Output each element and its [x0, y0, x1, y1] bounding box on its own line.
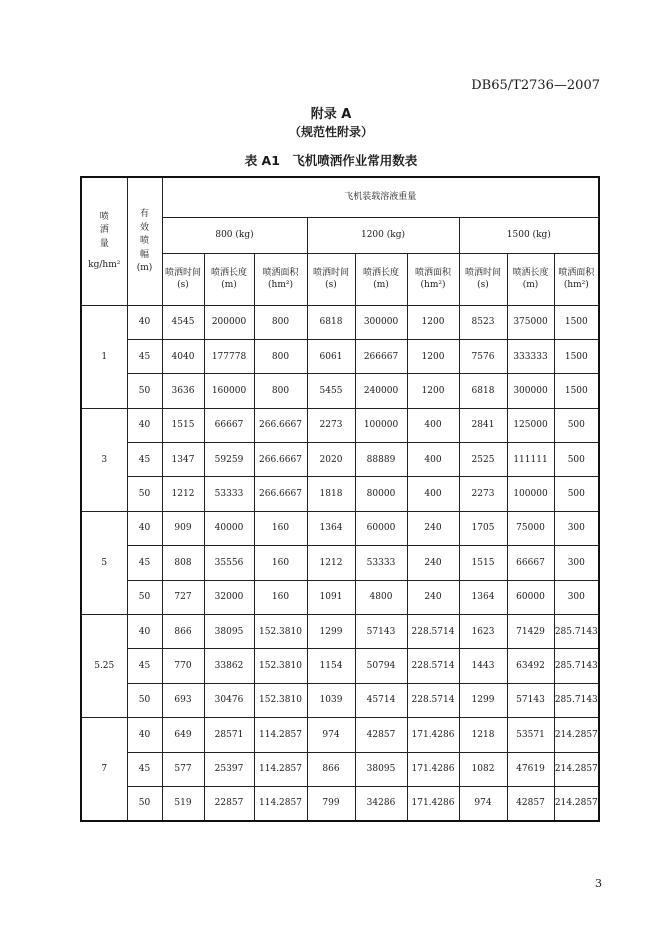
data-cell: 285.7143 [554, 683, 599, 717]
header-load-1500: 1500 (kg) [459, 217, 599, 253]
table-row [81, 649, 599, 683]
data-cell: 799 [307, 786, 355, 820]
data-cell: 1515 [162, 408, 204, 442]
data-cell: 160000 [204, 374, 254, 408]
header-length: 喷洒长度(m) [507, 253, 554, 305]
header-area: 喷洒面积(hm²) [554, 253, 599, 305]
data-cell: 800 [254, 339, 307, 373]
header-time: 喷洒时间(s) [162, 253, 204, 305]
data-cell: 171.4286 [407, 786, 459, 820]
data-cell: 727 [162, 580, 204, 614]
data-cell: 6061 [307, 339, 355, 373]
data-cell: 400 [407, 408, 459, 442]
data-cell: 100000 [507, 477, 554, 511]
data-cell: 808 [162, 546, 204, 580]
swath-width-cell: 50 [127, 374, 162, 408]
data-cell: 1039 [307, 683, 355, 717]
data-cell: 1091 [307, 580, 355, 614]
data-cell: 1500 [554, 374, 599, 408]
data-cell: 32000 [204, 580, 254, 614]
data-cell: 114.2857 [254, 786, 307, 820]
data-cell: 300 [554, 546, 599, 580]
table-row [81, 477, 599, 511]
header-load-group: 飞机装载溶液重量 [162, 177, 599, 217]
data-cell: 909 [162, 511, 204, 545]
data-cell: 866 [162, 615, 204, 649]
data-cell: 519 [162, 786, 204, 820]
data-cell: 66667 [204, 408, 254, 442]
swath-width-cell: 50 [127, 477, 162, 511]
table-row [81, 305, 599, 339]
swath-width-cell: 40 [127, 511, 162, 545]
swath-width-cell: 50 [127, 786, 162, 820]
data-cell: 177778 [204, 339, 254, 373]
data-cell: 45714 [355, 683, 407, 717]
data-cell: 1218 [459, 718, 507, 752]
data-cell: 28571 [204, 718, 254, 752]
data-cell: 300000 [507, 374, 554, 408]
header-swath-width [127, 177, 162, 305]
data-cell: 2273 [459, 477, 507, 511]
header-time: 喷洒时间(s) [459, 253, 507, 305]
data-cell: 22857 [204, 786, 254, 820]
data-cell: 1443 [459, 649, 507, 683]
data-cell: 50794 [355, 649, 407, 683]
data-cell: 1515 [459, 546, 507, 580]
data-cell: 214.2857 [554, 752, 599, 786]
swath-width-cell: 40 [127, 305, 162, 339]
data-cell: 228.5714 [407, 649, 459, 683]
swath-width-cell: 45 [127, 339, 162, 373]
data-cell: 285.7143 [554, 615, 599, 649]
data-cell: 300000 [355, 305, 407, 339]
spray-amount-cell: 3 [81, 408, 127, 511]
header-length: 喷洒长度(m) [355, 253, 407, 305]
data-cell: 649 [162, 718, 204, 752]
data-cell: 1364 [307, 511, 355, 545]
swath-width-cell: 40 [127, 408, 162, 442]
header-load-1200: 1200 (kg) [307, 217, 459, 253]
data-cell: 500 [554, 408, 599, 442]
header-swath-width-unit: (m) [136, 263, 153, 274]
data-cell: 88889 [355, 443, 407, 477]
data-cell: 240 [407, 580, 459, 614]
spray-data-table [80, 176, 600, 822]
data-cell: 60000 [507, 580, 554, 614]
data-cell: 7576 [459, 339, 507, 373]
data-cell: 4040 [162, 339, 204, 373]
header-length: 喷洒长度(m) [204, 253, 254, 305]
table-row [81, 546, 599, 580]
table-number: 表 A1 [244, 153, 280, 168]
table-row [81, 615, 599, 649]
data-cell: 400 [407, 477, 459, 511]
table-row [81, 683, 599, 717]
data-cell: 80000 [355, 477, 407, 511]
header-spray-amount [81, 177, 127, 305]
data-cell: 974 [307, 718, 355, 752]
data-cell: 114.2857 [254, 752, 307, 786]
swath-width-cell: 50 [127, 683, 162, 717]
data-cell: 375000 [507, 305, 554, 339]
data-cell: 974 [459, 786, 507, 820]
header-area: 喷洒面积(hm²) [254, 253, 307, 305]
data-cell: 240 [407, 546, 459, 580]
data-cell: 30476 [204, 683, 254, 717]
data-cell: 4545 [162, 305, 204, 339]
data-cell: 333333 [507, 339, 554, 373]
header-time: 喷洒时间(s) [307, 253, 355, 305]
data-cell: 228.5714 [407, 615, 459, 649]
data-cell: 114.2857 [254, 718, 307, 752]
data-cell: 1364 [459, 580, 507, 614]
data-cell: 1200 [407, 339, 459, 373]
data-cell: 500 [554, 477, 599, 511]
data-cell: 1212 [307, 546, 355, 580]
data-cell: 160 [254, 511, 307, 545]
data-cell: 1705 [459, 511, 507, 545]
data-cell: 5455 [307, 374, 355, 408]
data-cell: 60000 [355, 511, 407, 545]
data-cell: 25397 [204, 752, 254, 786]
spray-amount-cell: 5 [81, 511, 127, 614]
data-cell: 6818 [307, 305, 355, 339]
header-spray-amount-unit: kg/hm² [88, 260, 121, 271]
data-cell: 800 [254, 374, 307, 408]
data-cell: 57143 [355, 615, 407, 649]
table-body [81, 305, 599, 821]
data-cell: 214.2857 [554, 786, 599, 820]
data-cell: 8523 [459, 305, 507, 339]
data-cell: 42857 [507, 786, 554, 820]
data-cell: 111111 [507, 443, 554, 477]
data-cell: 1200 [407, 374, 459, 408]
table-row [81, 443, 599, 477]
spray-amount-cell: 1 [81, 305, 127, 408]
swath-width-cell: 45 [127, 546, 162, 580]
data-cell: 66667 [507, 546, 554, 580]
data-cell: 2525 [459, 443, 507, 477]
swath-width-cell: 40 [127, 615, 162, 649]
data-cell: 1212 [162, 477, 204, 511]
data-cell: 171.4286 [407, 752, 459, 786]
appendix-title: 附录 A [310, 107, 352, 122]
data-cell: 35556 [204, 546, 254, 580]
data-cell: 160 [254, 580, 307, 614]
header-swath-width-label: 有效喷幅 [139, 209, 149, 260]
data-cell: 266.6667 [254, 408, 307, 442]
data-cell: 240000 [355, 374, 407, 408]
table-row [81, 339, 599, 373]
data-cell: 266.6667 [254, 477, 307, 511]
data-cell: 34286 [355, 786, 407, 820]
header-area: 喷洒面积(hm²) [407, 253, 459, 305]
data-cell: 1299 [459, 683, 507, 717]
data-cell: 300 [554, 511, 599, 545]
data-cell: 38095 [204, 615, 254, 649]
data-cell: 71429 [507, 615, 554, 649]
table-row [81, 718, 599, 752]
data-cell: 228.5714 [407, 683, 459, 717]
table-name: 飞机喷洒作业常用数表 [292, 153, 418, 168]
data-cell: 63492 [507, 649, 554, 683]
data-cell: 2020 [307, 443, 355, 477]
data-cell: 500 [554, 443, 599, 477]
data-cell: 53333 [355, 546, 407, 580]
data-cell: 1299 [307, 615, 355, 649]
data-cell: 42857 [355, 718, 407, 752]
header-spray-amount-label: 喷洒量 [99, 211, 109, 249]
data-cell: 53571 [507, 718, 554, 752]
appendix-subtitle: （规范性附录） [288, 125, 373, 139]
data-cell: 75000 [507, 511, 554, 545]
data-cell: 400 [407, 443, 459, 477]
data-cell: 300 [554, 580, 599, 614]
data-cell: 1347 [162, 443, 204, 477]
data-cell: 1200 [407, 305, 459, 339]
spray-amount-cell: 7 [81, 718, 127, 821]
data-cell: 152.3810 [254, 683, 307, 717]
table-row [81, 580, 599, 614]
data-cell: 4800 [355, 580, 407, 614]
table-row [81, 374, 599, 408]
swath-width-cell: 40 [127, 718, 162, 752]
data-cell: 59259 [204, 443, 254, 477]
data-cell: 57143 [507, 683, 554, 717]
data-cell: 1082 [459, 752, 507, 786]
data-cell: 200000 [204, 305, 254, 339]
swath-width-cell: 45 [127, 649, 162, 683]
data-cell: 6818 [459, 374, 507, 408]
data-cell: 1818 [307, 477, 355, 511]
swath-width-cell: 45 [127, 443, 162, 477]
data-cell: 1623 [459, 615, 507, 649]
table-row [81, 408, 599, 442]
data-cell: 1500 [554, 339, 599, 373]
data-cell: 577 [162, 752, 204, 786]
table-row [81, 511, 599, 545]
data-cell: 1154 [307, 649, 355, 683]
swath-width-cell: 45 [127, 752, 162, 786]
data-cell: 100000 [355, 408, 407, 442]
data-cell: 171.4286 [407, 718, 459, 752]
data-cell: 266667 [355, 339, 407, 373]
data-cell: 214.2857 [554, 718, 599, 752]
table-row [81, 786, 599, 820]
data-cell: 3636 [162, 374, 204, 408]
swath-width-cell: 50 [127, 580, 162, 614]
data-cell: 693 [162, 683, 204, 717]
table-title [0, 151, 662, 169]
data-cell: 866 [307, 752, 355, 786]
data-cell: 1500 [554, 305, 599, 339]
table-row [81, 752, 599, 786]
page-number: 3 [595, 877, 602, 890]
data-cell: 240 [407, 511, 459, 545]
data-cell: 125000 [507, 408, 554, 442]
data-cell: 160 [254, 546, 307, 580]
data-cell: 38095 [355, 752, 407, 786]
data-cell: 285.7143 [554, 649, 599, 683]
spray-amount-cell: 5.25 [81, 615, 127, 718]
standard-code: DB65/T2736—2007 [471, 78, 600, 93]
data-cell: 2841 [459, 408, 507, 442]
data-cell: 2273 [307, 408, 355, 442]
data-cell: 40000 [204, 511, 254, 545]
data-cell: 800 [254, 305, 307, 339]
data-cell: 152.3810 [254, 649, 307, 683]
data-cell: 53333 [204, 477, 254, 511]
header-load-800: 800 (kg) [162, 217, 307, 253]
data-cell: 33862 [204, 649, 254, 683]
data-cell: 47619 [507, 752, 554, 786]
data-cell: 152.3810 [254, 615, 307, 649]
data-cell: 266.6667 [254, 443, 307, 477]
data-cell: 770 [162, 649, 204, 683]
